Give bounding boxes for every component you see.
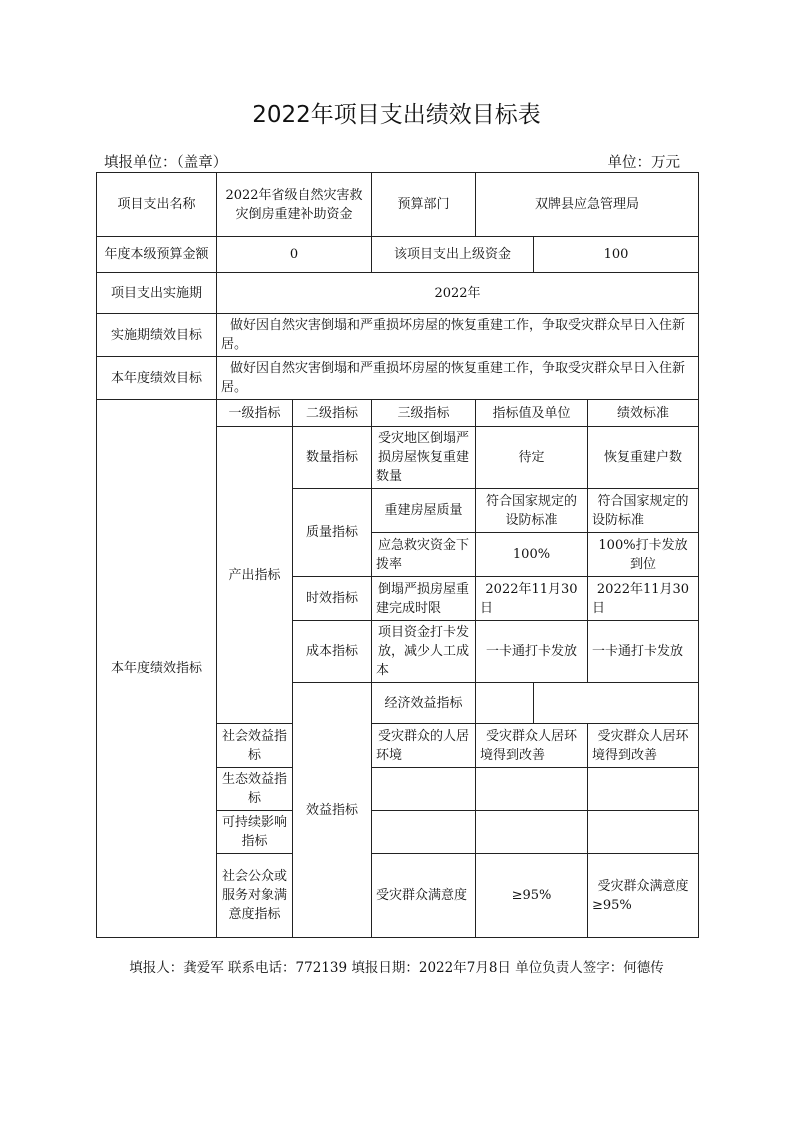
- quantity-standard: 恢复重建户数: [588, 427, 699, 489]
- upper-funds-label: 该项目支出上级资金: [372, 237, 534, 273]
- header-level3: 三级指标: [372, 400, 476, 427]
- quality1-level3: 重建房屋质量: [372, 489, 476, 533]
- time-level3: 倒塌严损房屋重建完成时限: [372, 577, 476, 621]
- header-standard: 绩效标准: [588, 400, 699, 427]
- cost-indicator-label: 成本指标: [293, 621, 372, 683]
- fill-unit-label: 填报单位：（盖章）: [104, 155, 228, 171]
- econ-level3: [476, 683, 534, 724]
- social-value: 受灾群众人居环境得到改善: [476, 724, 588, 768]
- unit-label: 单位：万元: [607, 155, 680, 171]
- annual-budget-label: 年度本级预算金额: [97, 237, 217, 273]
- output-indicator-label: 产出指标: [217, 427, 293, 724]
- benefit-indicator-label: 效益指标: [293, 683, 372, 938]
- satisfaction-indicator-label: 社会公众或服务对象满意度指标: [217, 854, 293, 938]
- project-name-label: 项目支出名称: [97, 173, 217, 237]
- eco-level3: [372, 768, 476, 811]
- project-name-value: 2022年省级自然灾害救灾倒房重建补助资金: [217, 173, 372, 237]
- period-value: 2022年: [217, 273, 699, 314]
- social-indicator-label: 社会效益指标: [217, 724, 293, 768]
- satisfaction-standard: 受灾群众满意度≥95%: [588, 854, 699, 938]
- performance-table: [96, 172, 699, 938]
- eco-indicator-label: 生态效益指标: [217, 768, 293, 811]
- budget-dept-value: 双牌县应急管理局: [476, 173, 699, 237]
- year-goal-value: 做好因自然灾害倒塌和严重损坏房屋的恢复重建工作，争取受灾群众早日入住新居。: [217, 357, 699, 400]
- sustain-standard: [588, 811, 699, 854]
- quantity-value: 待定: [476, 427, 588, 489]
- budget-dept-label: 预算部门: [372, 173, 476, 237]
- cost-standard: 一卡通打卡发放: [588, 621, 699, 683]
- quality1-value: 符合国家规定的设防标准: [476, 489, 588, 533]
- quality2-standard: 100%打卡发放到位: [588, 533, 699, 577]
- social-level3: 受灾群众的人居环境: [372, 724, 476, 768]
- time-value: 2022年11月30日: [476, 577, 588, 621]
- social-standard: 受灾群众人居环境得到改善: [588, 724, 699, 768]
- quality2-level3: 应急救灾资金下拨率: [372, 533, 476, 577]
- quality-indicator-label: 质量指标: [293, 489, 372, 577]
- econ-indicator-label: 经济效益指标: [372, 683, 476, 724]
- quality1-standard: 符合国家规定的设防标准: [588, 489, 699, 533]
- impl-goal-label: 实施期绩效目标: [97, 314, 217, 357]
- period-label: 项目支出实施期: [97, 273, 217, 314]
- page-title: 2022年项目支出绩效目标表: [252, 102, 541, 128]
- year-goal-label: 本年度绩效目标: [97, 357, 217, 400]
- eco-value: [476, 768, 588, 811]
- econ-value: [534, 683, 699, 724]
- impl-goal-value: 做好因自然灾害倒塌和严重损坏房屋的恢复重建工作，争取受灾群众早日入住新居。: [217, 314, 699, 357]
- footer-signature-line: 填报人：龚爱军 联系电话：772139 填报日期：2022年7月8日 单位负责人签字：何德传: [129, 960, 664, 976]
- upper-funds-value: 100: [534, 237, 699, 273]
- header-level1: 一级指标: [217, 400, 293, 427]
- time-standard: 2022年11月30日: [588, 577, 699, 621]
- eco-standard: [588, 768, 699, 811]
- quantity-level3: 受灾地区倒塌严损房屋恢复重建数量: [372, 427, 476, 489]
- satisfaction-value: ≥95%: [476, 854, 588, 938]
- sustain-value: [476, 811, 588, 854]
- sustain-level3: [372, 811, 476, 854]
- cost-value: 一卡通打卡发放: [476, 621, 588, 683]
- satisfaction-level3: 受灾群众满意度: [372, 854, 476, 938]
- quantity-indicator-label: 数量指标: [293, 427, 372, 489]
- time-indicator-label: 时效指标: [293, 577, 372, 621]
- indicators-label: 本年度绩效指标: [97, 400, 217, 938]
- sustain-indicator-label: 可持续影响指标: [217, 811, 293, 854]
- quality2-value: 100%: [476, 533, 588, 577]
- annual-budget-value: 0: [217, 237, 372, 273]
- header-level2: 二级指标: [293, 400, 372, 427]
- header-value: 指标值及单位: [476, 400, 588, 427]
- cost-level3: 项目资金打卡发放，减少人工成本: [372, 621, 476, 683]
